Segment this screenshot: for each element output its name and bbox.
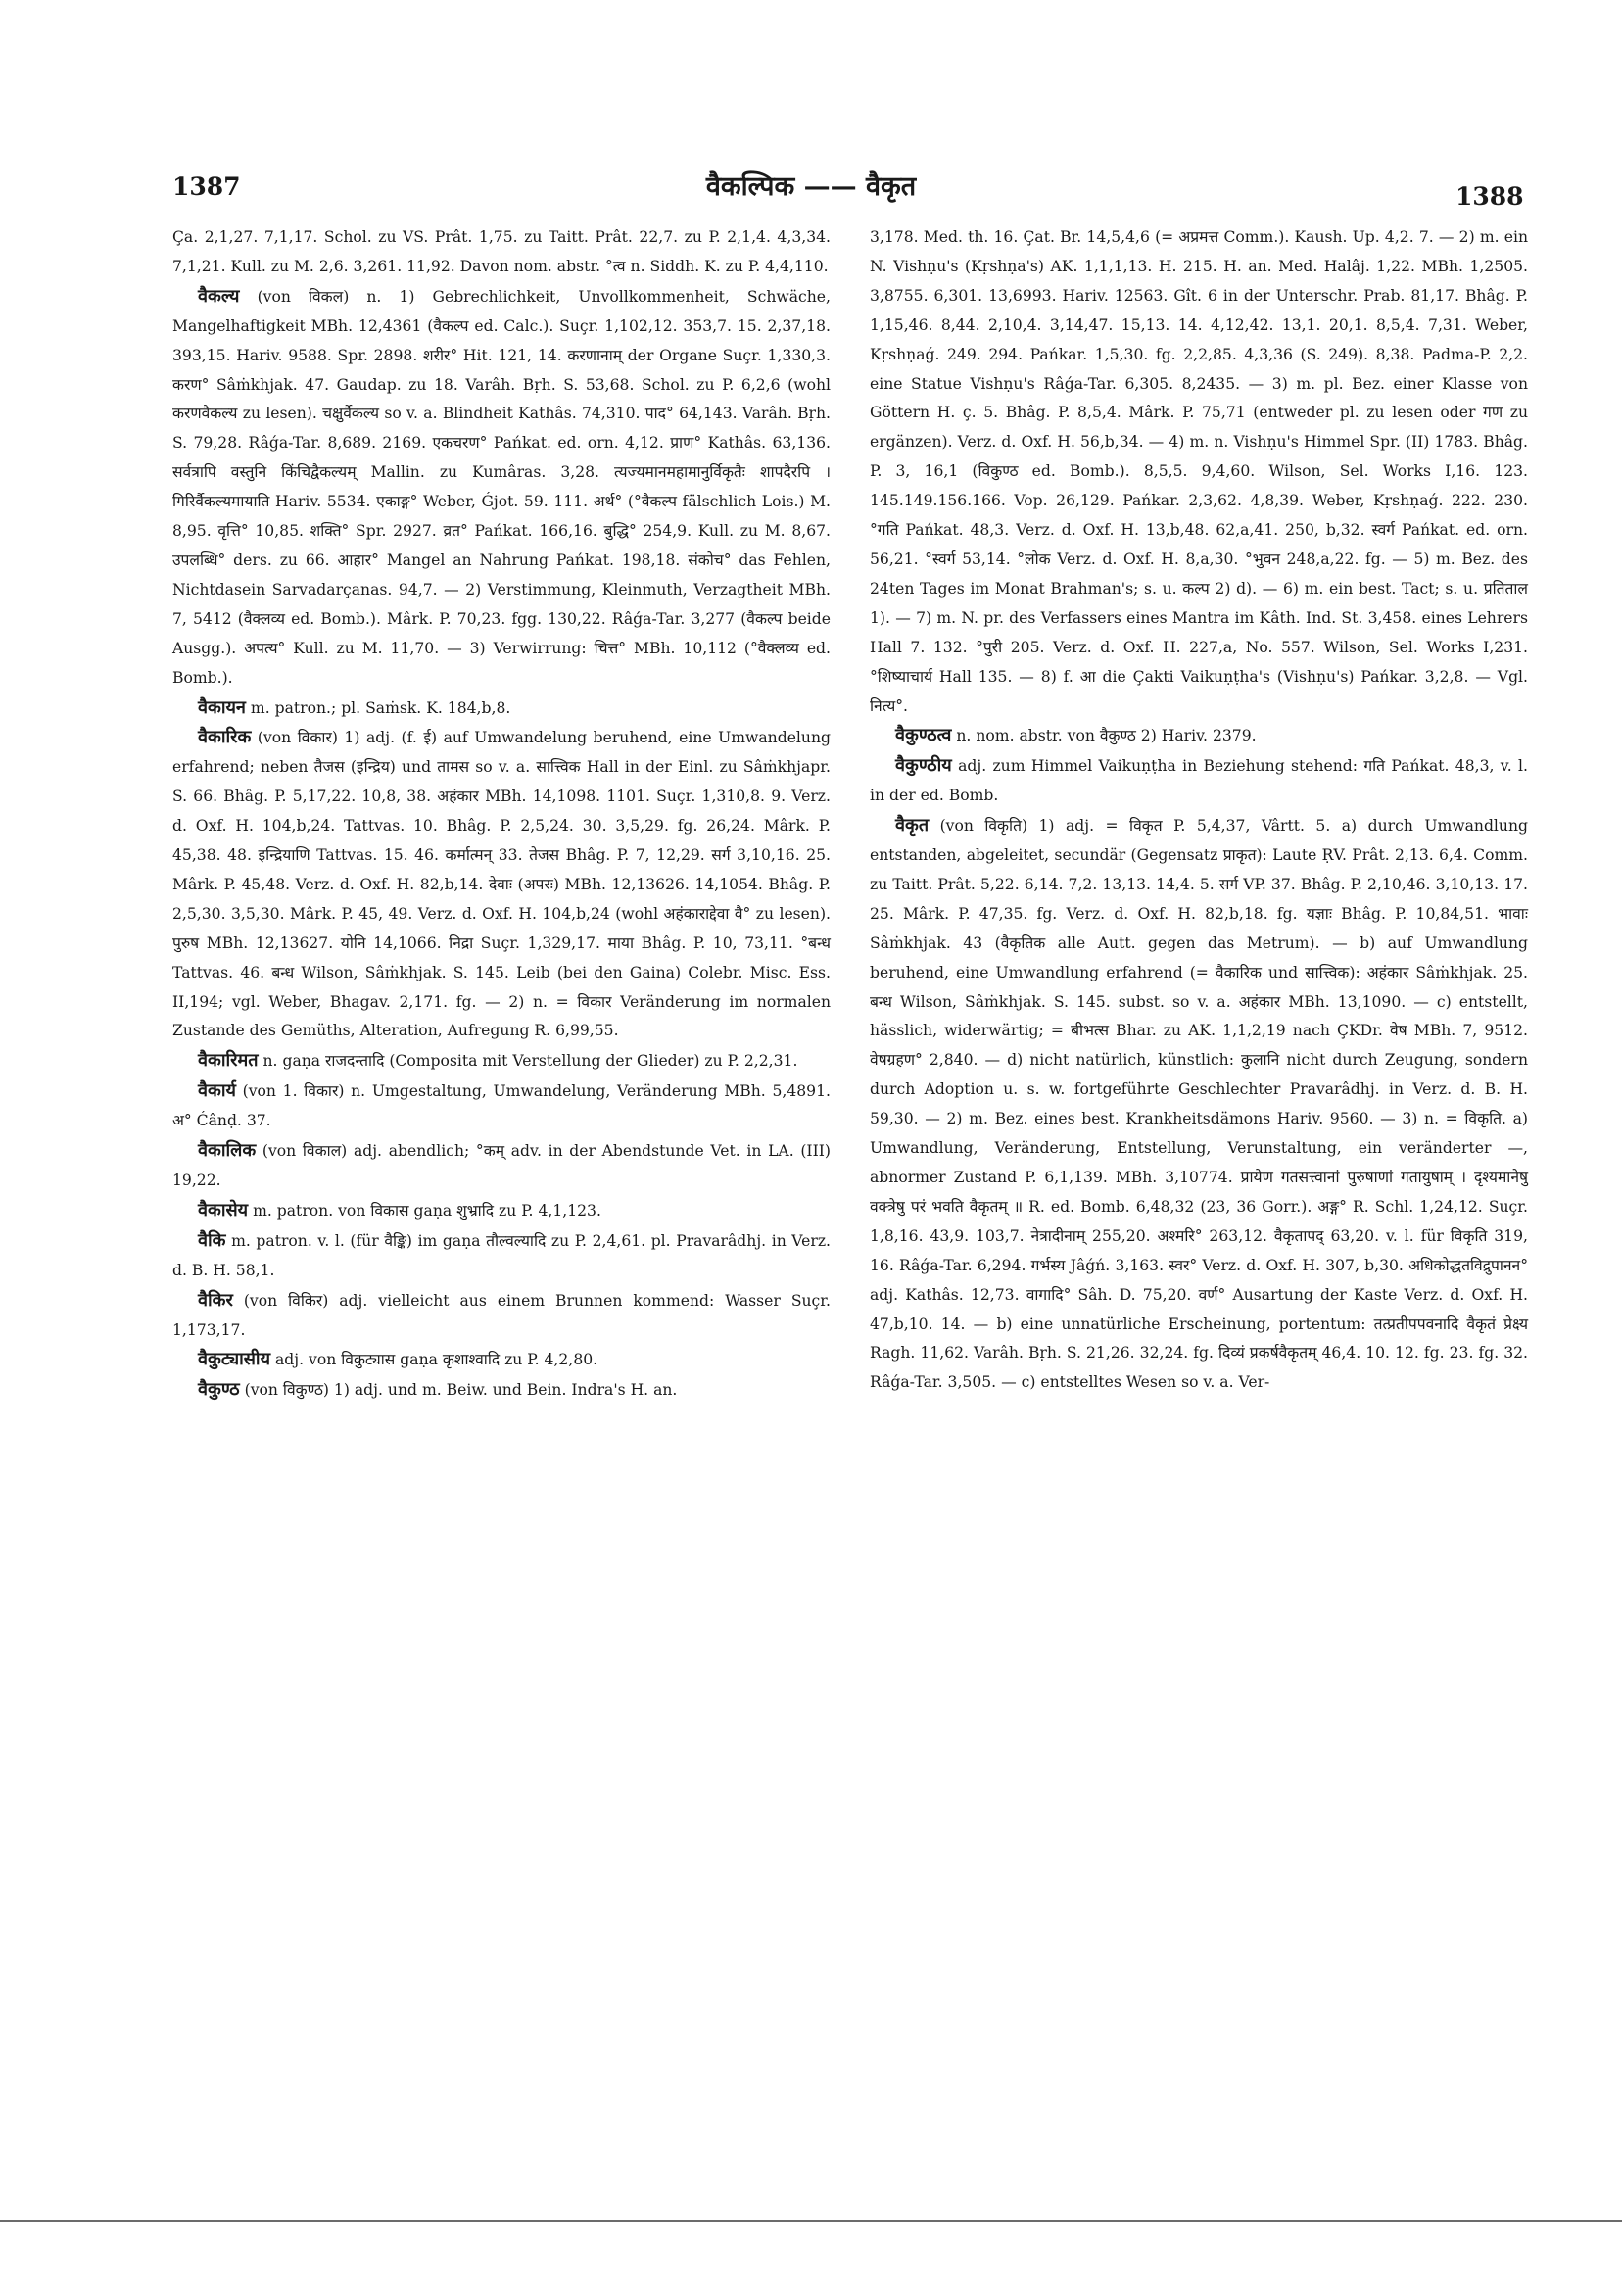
entry-headword: वैकालिक bbox=[198, 1140, 257, 1162]
entry-text: m. patron. von विकास gaṇa शुभ्रादि zu P. 4,1,123. bbox=[253, 1201, 601, 1220]
dictionary-entry bbox=[172, 1345, 831, 1375]
entry-continuation bbox=[870, 223, 1528, 721]
dictionary-entry bbox=[172, 1046, 831, 1076]
entry-text: (von 1. विकार) n. Umgestaltung, Umwandelung, Veränderung MBh. 5,4891. अ° Ćânḍ. 37. bbox=[172, 1082, 831, 1130]
entry-text: adj. von विकुट्यास gaṇa कृशाश्वादि zu P. 4,2,80. bbox=[275, 1351, 598, 1369]
entry-text: n. nom. abstr. von वैकुण्ठ 2) Hariv. 2379. bbox=[956, 727, 1257, 745]
dictionary-entry bbox=[172, 1076, 831, 1136]
dictionary-entry bbox=[172, 1226, 831, 1286]
entry-headword: वैकुण्ठीय bbox=[895, 755, 952, 777]
dictionary-entry bbox=[172, 282, 831, 694]
entry-headword: वैकि bbox=[198, 1229, 226, 1251]
entry-text: (von विकृति) 1) adj. = विकृत P. 5,4,37, Vârtt. 5. a) durch Umwandlung entstanden, abgeleitet, secundär (Gegensatz प्राकृत): Laute ṚV. Prât. 2,13. 6,4. Comm. zu Taitt. Prât. 5,22. 6,14. 7,2. 13,13. 14,4. 5. सर्ग VP. 37. Bhâg. P. 2,10,46. 3,10,13. 17. 25. Mârk. P. 47,35. fg. Verz. d. Oxf. H. 82,b,18. fg. यज्ञाः Bhâg. P. 10,84,51. भावाः Sâṁkhjak. 43 (वैकृतिक alle Autt. gegen das Metrum). — b) auf Umwandlung beruhend, eine Umwandlung erfahrend (= वैकारिक und सात्त्विक): अहंकार Sâṁkhjak. 25. बन्ध Wilson, Sâṁkhjak. S. 145. subst. so v. a. अहंकार MBh. 13,1090. — c) entstellt, hässlich, widerwärtig; = बीभत्स Bhar. zu AK. 1,1,2,19 nach ÇKDr. वेष MBh. 7, 9512. वेषग्रहण° 2,840. — d) nicht natürlich, künstlich: कुलानि nicht durch Zeugung, sondern durch Adoption u. s. w. fortgeführte Geschlechter Pravarâdhj. in Verz. d. B. H. 59,30. — 2) m. Bez. eines best. Krankheitsdämons Hariv. 9560. — 3) n. = विकृति. a) Umwandlung, Veränderung, Entstellung, Verunstaltung, ein veränderter —, abnormer Zustand P. 6,1,139. MBh. 3,10774. प्रायेण गतसत्त्वानां पुरुषाणां गतायुषाम् । दृश्यमानेषु वक्त्रेषु परं भवति वैकृतम् ॥ R. ed. Bomb. 6,48,32 (23, 36 Gorr.). अङ्ग° R. Schl. 1,24,12. Suçr. 1,8,16. 43,9. 103,7. नेत्रादीनाम् 255,20. अश्मरि° 263,12. वैकृतापद् 63,20. v. l. für विकृति 319, 16. Râǵa-Tar. 6,294. गर्भस्य Jâǵń. 3,163. स्वर° Verz. d. Oxf. H. 307, b,30. अधिकोद्धतविद्रुपानन° adj. Kathâs. 12,73. वागादि° Sâh. D. 75,20. वर्ण° Ausartung der Kaste Verz. d. Oxf. H. 47,b,10. 14. — b) eine unnatürliche Erscheinung, portentum: तत्प्रतीपपवनादि वैकृतं प्रेक्ष्य Ragh. 11,62. Varâh. Bṛh. S. 21,26. 32,24. fg. दिव्यं प्रकर्षवैकृतम् 46,4. 10. 12. fg. 23. fg. 32. Râǵa-Tar. 3,505. — c) entstelltes Wesen so v. a. Ver- bbox=[870, 817, 1528, 1392]
dictionary-entry bbox=[870, 811, 1528, 1398]
entry-text: m. patron.; pl. Saṁsk. K. 184,b,8. bbox=[250, 698, 511, 717]
dictionary-entry bbox=[870, 721, 1528, 751]
dictionary-entry bbox=[172, 694, 831, 724]
entry-text: (von विकिर) adj. vielleicht aus einem Brunnen kommend: Wasser Suçr. 1,173,17. bbox=[172, 1291, 831, 1339]
entry-text: adj. zum Himmel Vaikuṇṭha in Beziehung stehend: गति Pańkat. 48,3, v. l. in der ed. Bomb. bbox=[870, 757, 1528, 805]
entry-text: m. patron. v. l. (für वैङ्कि) im gaṇa तौल्वल्यादि zu P. 2,4,61. pl. Pravarâdhj. in Verz. d. B. H. 58,1. bbox=[172, 1231, 831, 1279]
dictionary-entry bbox=[172, 1375, 831, 1406]
entry-text: (von विकाल) adj. abendlich; °कम् adv. in der Abendstunde Vet. in LA. (III) 19,22. bbox=[172, 1142, 831, 1189]
entry-text: (von विकुण्ठ) 1) adj. und m. Beiw. und Bein. Indra's H. an. bbox=[244, 1381, 678, 1400]
page-number-right: 1388 bbox=[1455, 182, 1524, 211]
entry-headword: वैकृत bbox=[895, 815, 930, 837]
entry-headword: वैकार्य bbox=[198, 1080, 236, 1102]
entry-text: n. gaṇa राजदन्तादि (Composita mit Verstellung der Glieder) zu P. 2,2,31. bbox=[262, 1052, 798, 1071]
entry-text: (von विकल) n. 1) Gebrechlichkeit, Unvollkommenheit, Schwäche, Mangelhaftigkeit MBh. 12,4361 (वैकल्प ed. Calc.). Suçr. 1,102,12. 353,7. 15. 2,37,18. 393,15. Hariv. 9588. Spr. 2898. शरीर° Hit. 121, 14. करणानाम् der Organe Suçr. 1,330,3. करण° Sâṁkhjak. 47. Gaudap. zu 18. Varâh. Bṛh. S. 53,68. Schol. zu P. 6,2,6 (wohl करणवैकल्य zu lesen). चक्षुर्वैकल्य so v. a. Blindheit Kathâs. 74,310. पाद° 64,143. Varâh. Bṛh. S. 79,28. Râǵa-Tar. 8,689. 2169. एकचरण° Pańkat. ed. orn. 4,12. प्राण° Kathâs. 63,136. सर्वत्रापि वस्तुनि किंचिद्वैकल्यम् Mallin. zu Kumâras. 3,28. त्यज्यमानमहामानुर्विकृतैः शापदैरपि । गिरिर्वैकल्यमायाति Hariv. 5534. एकाङ्ग° Weber, Ǵjot. 59. 111. अर्थ° (°वैकल्प fälschlich Lois.) M. 8,95. वृत्ति° 10,85. शक्ति° Spr. 2927. व्रत° Pańkat. 166,16. बुद्धि° 254,9. Kull. zu M. 8,67. उपलब्धि° ders. zu 66. आहार° Mangel an Nahrung Pańkat. 198,18. संकोच° das Fehlen, Nichtdasein Sarvadarçanas. 94,7. — 2) Verstimmung, Kleinmuth, Verzagtheit MBh. 7, 5412 (वैक्लव्य ed. Bomb.). Mârk. P. 70,23. fgg. 130,22. Râǵa-Tar. 3,277 (वैकल्प beide Ausgg.). अपत्य° Kull. zu M. 11,70. — 3) Verwirrung: चित्त° MBh. 10,112 (°वैक्लव्य ed. Bomb.). bbox=[172, 287, 831, 687]
dictionary-entry bbox=[172, 1286, 831, 1346]
entry-headword: वैकल्य bbox=[198, 285, 240, 307]
entry-headword: वैकारिक bbox=[198, 727, 252, 748]
dictionary-entry bbox=[870, 751, 1528, 811]
entry-headword: वैकुण्ठत्व bbox=[895, 725, 952, 746]
right-column bbox=[870, 223, 1528, 1398]
entry-headword: वैकासेय bbox=[198, 1199, 249, 1220]
left-column bbox=[172, 223, 831, 1406]
dictionary-entry bbox=[172, 1136, 831, 1196]
dictionary-entry bbox=[172, 723, 831, 1046]
entry-text: 3,178. Med. th. 16. Çat. Br. 14,5,4,6 (= अप्रमत्त Comm.). Kaush. Up. 4,2. 7. — 2) m. ein N. Vishṇu's (Kṛshṇa's) AK. 1,1,1,13. H. 215. H. an. Med. Halâj. 1,22. MBh. 1,2505. 3,8755. 6,301. 13,6993. Hariv. 12563. Gît. 6 in der Unterschr. Prab. 81,17. Bhâg. P. 1,15,46. 8,44. 2,10,4. 3,14,47. 15,13. 14. 4,12,42. 13,1. 20,1. 8,5,4. 7,31. Weber, Kṛshṇaǵ. 249. 294. Pańkar. 1,5,30. fg. 2,2,85. 4,3,36 (S. 249). 8,38. Padma-P. 2,2. eine Statue Vishṇu's Râǵa-Tar. 6,305. 8,2435. — 3) m. pl. Bez. einer Klasse von Göttern H. ç. 5. Bhâg. P. 8,5,4. Mârk. P. 75,71 (entweder pl. zu lesen oder गण zu ergänzen). Verz. d. Oxf. H. 56,b,34. — 4) m. n. Vishṇu's Himmel Spr. (II) 1783. Bhâg. P. 3, 16,1 (विकुण्ठ ed. Bomb.). 8,5,5. 9,4,60. Wilson, Sel. Works I,16. 123. 145.149.156.166. Vop. 26,129. Pańkar. 2,3,62. 4,8,39. Weber, Kṛshṇaǵ. 222. 230. °गति Pańkat. 48,3. Verz. d. Oxf. H. 13,b,48. 62,a,41. 250, b,32. स्वर्ग Pańkat. ed. orn. 56,21. °स्वर्ग 53,14. °लोक Verz. d. Oxf. H. 8,a,30. °भुवन 248,a,22. fg. — 5) m. Bez. des 24ten Tages im Monat Brahman's; s. u. कल्प 2) d). — 6) m. ein best. Tact; s. u. प्रतिताल 1). — 7) m. N. pr. des Verfassers eines Mantra im Kâth. Ind. St. 3,458. eines Lehrers Hall 7. 132. °पुरी 205. Verz. d. Oxf. H. 227,a, No. 557. Wilson, Sel. Works I,231. °शिष्याचार्य Hall 135. — 8) f. आ die Çakti Vaikuṇṭha's (Vishṇu's) Pańkar. 3,2,8. — Vgl. नित्य°. bbox=[870, 228, 1528, 715]
running-title: वैकल्पिक —— वैकृत bbox=[705, 171, 917, 202]
entry-headword: वैकारिमत bbox=[198, 1050, 259, 1072]
entry-headword: वैकुण्ठ bbox=[198, 1379, 240, 1401]
entry-headword: वैकिर bbox=[198, 1289, 233, 1311]
page-number-left: 1387 bbox=[172, 172, 241, 201]
entry-text: (von विकार) 1) adj. (f. ई) auf Umwandelung beruhend, eine Umwandelung erfahrend; neben तैजस (इन्द्रिय) und तामस so v. a. सात्त्विक Hall in der Einl. zu Sâṁkhjapr. S. 66. Bhâg. P. 5,17,22. 10,8, 38. अहंकार MBh. 14,1098. 1101. Suçr. 1,310,8. 9. Verz. d. Oxf. H. 104,b,24. Tattvas. 10. Bhâg. P. 2,5,24. 30. 3,5,29. fg. 26,24. Mârk. P. 45,38. 48. इन्द्रियाणि Tattvas. 15. 46. कर्मात्मन् 33. तेजस Bhâg. P. 7, 12,29. सर्ग 3,10,16. 25. Mârk. P. 45,48. Verz. d. Oxf. H. 82,b,14. देवाः (अपरः) MBh. 12,13626. 14,1054. Bhâg. P. 2,5,30. 3,5,30. Mârk. P. 45, 49. Verz. d. Oxf. H. 104,b,24 (wohl अहंकाराद्देवा वै° zu lesen). पुरुष MBh. 12,13627. योनि 14,1066. निद्रा Suçr. 1,329,17. माया Bhâg. P. 10, 73,11. °बन्ध Tattvas. 46. बन्ध Wilson, Sâṁkhjak. S. 145. Leib (bei den Gaina) Colebr. Misc. Ess. II,194; vgl. Weber, Bhagav. 2,171. fg. — 2) n. = विकार Veränderung im normalen Zustande des Gemüths, Alteration, Aufregung R. 6,99,55. bbox=[172, 729, 831, 1040]
bottom-rule bbox=[0, 2220, 1622, 2222]
dictionary-entry bbox=[172, 1196, 831, 1226]
entry-headword: वैकायन bbox=[198, 696, 246, 718]
entry-continuation bbox=[172, 223, 831, 282]
entry-text: Ça. 2,1,27. 7,1,17. Schol. zu VS. Prât. 1,75. zu Taitt. Prât. 22,7. zu P. 2,1,4. 4,3,34. 7,1,21. Kull. zu M. 2,6. 3,261. 11,92. Davon nom. abstr. °त्व n. Siddh. K. zu P. 4,4,110. bbox=[172, 228, 831, 275]
entry-headword: वैकुट्यासीय bbox=[198, 1349, 271, 1370]
